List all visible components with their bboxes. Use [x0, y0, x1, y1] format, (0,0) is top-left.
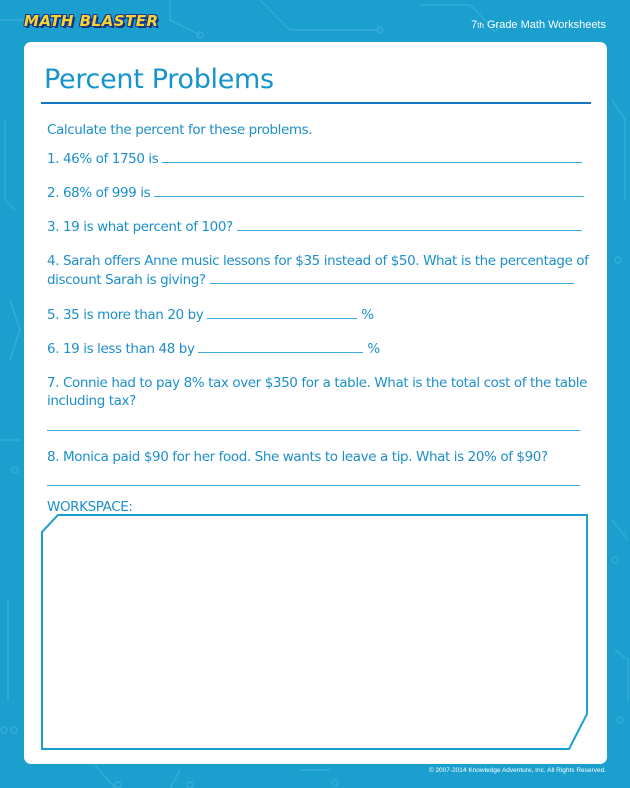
answer-blank-4[interactable] [210, 271, 574, 284]
answer-blank-1[interactable] [162, 150, 582, 163]
worksheet-card [24, 42, 607, 764]
problem-1 [47, 150, 582, 167]
grade-number: 7 [471, 19, 478, 31]
answer-blank-3[interactable] [237, 218, 582, 231]
problem-3 [47, 218, 582, 235]
problem-8: 8. Monica paid $90 for her food. She wants to leave a tip. What is 20% of $90? [47, 449, 548, 465]
problem-6 [47, 340, 380, 357]
page-title: Percent Problems [44, 64, 274, 95]
problem-7-line-1: 7. Connie had to pay 8% tax over $350 for a table. What is the total cost of the table [47, 375, 588, 391]
percent-sign: % [361, 307, 374, 323]
problem-text: 2. 68% of 999 is [47, 185, 151, 201]
instructions: Calculate the percent for these problems. [47, 122, 313, 138]
answer-line-7[interactable] [47, 430, 580, 431]
answer-blank-6[interactable] [198, 340, 363, 353]
problem-5 [47, 306, 374, 323]
problem-text: 5. 35 is more than 20 by [47, 307, 204, 323]
workspace-box[interactable] [41, 514, 588, 750]
problem-text: discount Sarah is giving? [47, 272, 206, 288]
answer-blank-2[interactable] [154, 184, 584, 197]
problem-7-line-2: including tax? [47, 393, 136, 409]
problem-4-line-2 [47, 271, 574, 288]
answer-blank-5[interactable] [207, 306, 357, 319]
problem-2 [47, 184, 584, 201]
answer-line-8[interactable] [47, 485, 580, 486]
grade-text: Grade Math Worksheets [483, 19, 606, 31]
problem-4-line-1: 4. Sarah offers Anne music lessons for $35 instead of $50. What is the percentage of [47, 253, 589, 269]
problem-text: 6. 19 is less than 48 by [47, 341, 195, 357]
grade-suffix: th [477, 21, 484, 30]
problem-text: 1. 46% of 1750 is [47, 151, 159, 167]
title-underline [41, 102, 591, 104]
percent-sign: % [367, 341, 380, 357]
copyright-footer: © 2007-2014 Knowledge Adventure, Inc. All Rights Reserved. [428, 767, 606, 774]
workspace-label: WORKSPACE: [47, 499, 133, 515]
problem-text: 3. 19 is what percent of 100? [47, 219, 233, 235]
math-blaster-logo: MATH BLASTER [24, 12, 159, 30]
grade-label [471, 19, 606, 31]
